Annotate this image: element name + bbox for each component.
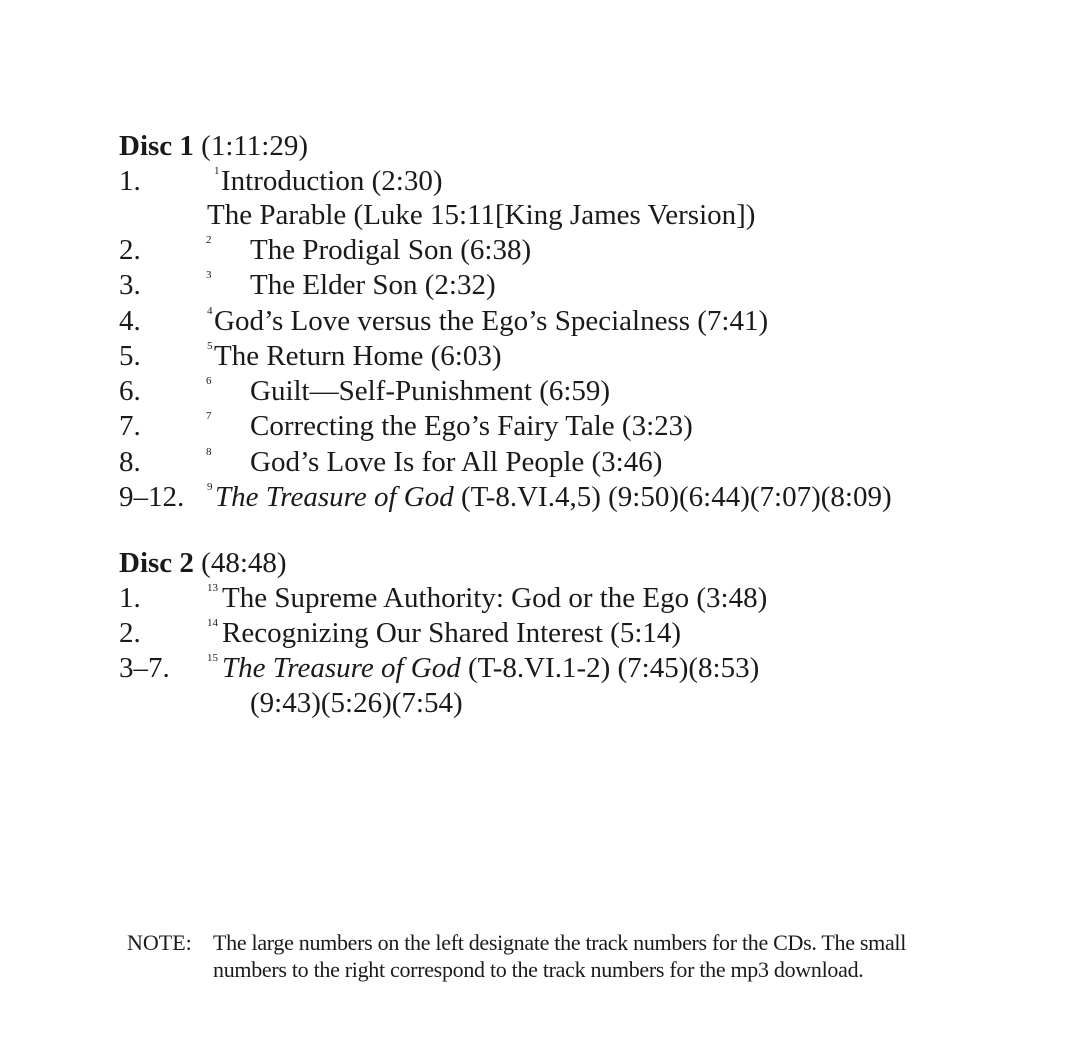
mp3-track-number: 7 <box>206 410 212 422</box>
cd-track-number: 3–7. <box>119 652 170 684</box>
track-title: The Elder Son (2:32) <box>250 269 496 301</box>
cd-track-number: 2. <box>119 234 141 266</box>
track-title: Recognizing Our Shared Interest (5:14) <box>222 617 682 649</box>
note-text <box>213 929 993 983</box>
track-title: God’s Love versus the Ego’s Specialness (7:41) <box>214 305 769 337</box>
mp3-track-number: 1 <box>214 165 220 177</box>
cd-track-number: 1. <box>119 582 141 614</box>
cd-track-number: 7. <box>119 410 141 442</box>
mp3-track-number: 3 <box>206 269 212 281</box>
disc-2-heading <box>119 546 287 581</box>
cd-track-number: 5. <box>119 340 141 372</box>
track-title: Correcting the Ego’s Fairy Tale (3:23) <box>250 410 693 442</box>
mp3-track-number: 14 <box>207 617 218 629</box>
mp3-track-number: 6 <box>206 375 212 387</box>
mp3-track-number: 15 <box>207 652 218 664</box>
disc-1-label: Disc 1 <box>119 130 194 162</box>
cd-track-number: 1. <box>119 165 141 197</box>
note-line-1: The large numbers on the left designate the track numbers for the CDs. The small <box>213 930 907 955</box>
disc-1-heading <box>119 129 308 164</box>
disc-2-label: Disc 2 <box>119 547 194 579</box>
mp3-track-number: 8 <box>206 446 212 458</box>
note-label: NOTE: <box>127 930 192 955</box>
cd-track-number: 2. <box>119 617 141 649</box>
cd-track-number: 9–12. <box>119 481 185 513</box>
track-title: Introduction (2:30) <box>221 165 443 197</box>
cd-track-number: 3. <box>119 269 141 301</box>
mp3-track-number: 9 <box>207 481 213 493</box>
track-title-rest: (T-8.VI.1-2) (7:45)(8:53) <box>460 652 760 684</box>
track-title: Guilt—Self-Punishment (6:59) <box>250 375 611 407</box>
cd-track-number: 8. <box>119 446 141 478</box>
mp3-track-number: 2 <box>206 234 212 246</box>
track-duration-continuation: (9:43)(5:26)(7:54) <box>250 687 463 719</box>
track-title-italic: The Treasure of God <box>215 481 454 513</box>
cd-track-number: 4. <box>119 305 141 337</box>
track-title: The Supreme Authority: God or the Ego (3:48) <box>222 582 768 614</box>
track-title: The Prodigal Son (6:38) <box>250 234 532 266</box>
track-title: The Return Home (6:03) <box>214 340 502 372</box>
disc-1-duration: (1:11:29) <box>201 130 309 162</box>
track-title: God’s Love Is for All People (3:46) <box>250 446 663 478</box>
mp3-track-number: 5 <box>207 340 213 352</box>
section-subtitle: The Parable (Luke 15:11[King James Version]) <box>207 199 756 231</box>
track-title-italic: The Treasure of God <box>222 652 461 684</box>
mp3-track-number: 4 <box>207 305 213 317</box>
track-title <box>215 480 892 515</box>
track-title-rest: (T-8.VI.4,5) (9:50)(6:44)(7:07)(8:09) <box>453 481 892 513</box>
track-title <box>222 651 759 686</box>
note-line-2: numbers to the right correspond to the track numbers for the mp3 download. <box>213 957 864 982</box>
disc-2-duration: (48:48) <box>201 547 287 579</box>
cd-track-number: 6. <box>119 375 141 407</box>
mp3-track-number: 13 <box>207 582 218 594</box>
